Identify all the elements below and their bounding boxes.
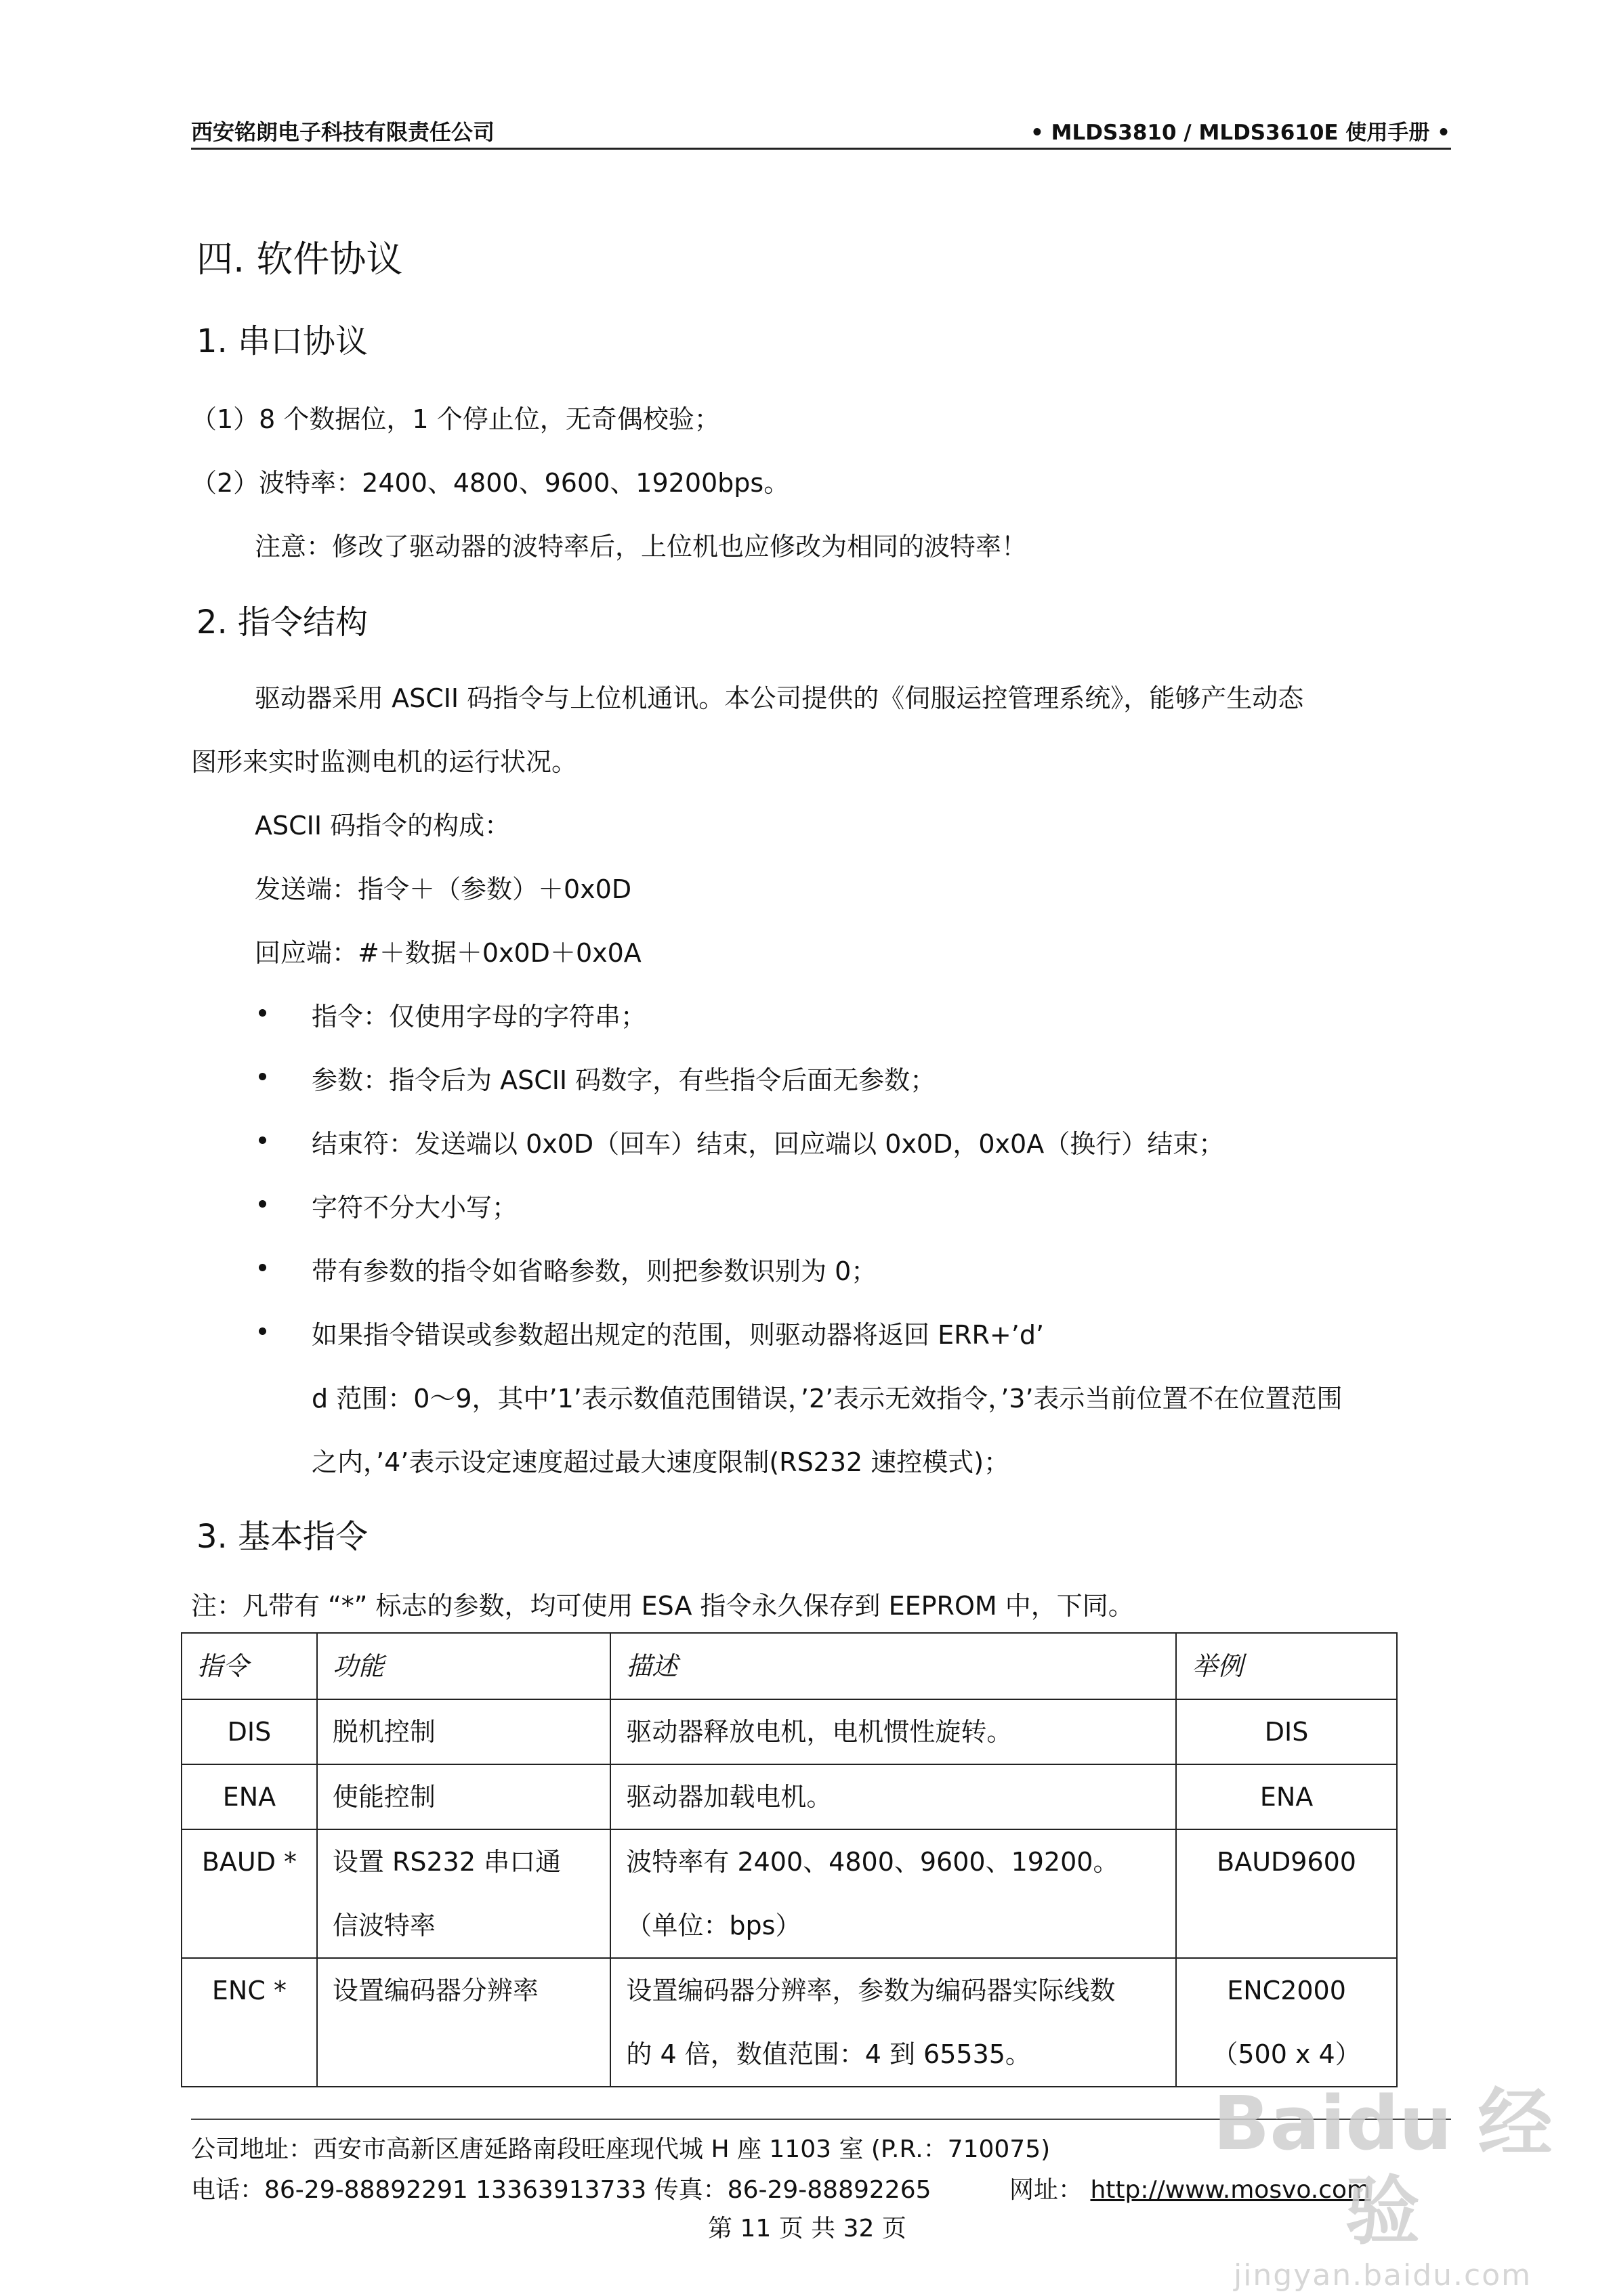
column-header-command: 指令	[182, 1633, 317, 1699]
cell-function: 脱机控制	[317, 1699, 610, 1764]
bullet-dot	[259, 1136, 266, 1144]
cell-example	[1176, 1958, 1397, 2087]
structure-paragraph-line-1: 驱动器采用 ASCII 码指令与上位机通讯。本公司提供的《伺服运控管理系统》，能够产生动态	[255, 683, 1304, 713]
bullet-dot	[259, 1073, 266, 1080]
column-header-description: 描述	[610, 1633, 1176, 1699]
bullet-dot	[259, 1200, 266, 1208]
cell-description	[610, 1829, 1176, 1958]
bullet-item: 指令：仅使用字母的字符串；	[312, 1002, 647, 1032]
cell-line: 设置 RS232 串口通	[332, 1847, 562, 1877]
structure-send: 发送端：指令＋（参数）＋0x0D	[255, 874, 632, 904]
structure-composition: ASCII 码指令的构成：	[255, 811, 511, 841]
footer-web-link[interactable]: http://www.mosvo.com	[1090, 2176, 1371, 2204]
column-header-function: 功能	[317, 1633, 610, 1699]
bullet-item: 如果指令错误或参数超出规定的范围，则驱动器将返回 ERR+’d’	[312, 1320, 1045, 1350]
bullet-dot	[259, 1327, 266, 1335]
structure-reply: 回应端：#＋数据＋0x0D＋0x0A	[255, 938, 642, 968]
footer-address: 公司地址：西安市高新区唐延路南段旺座现代城 H 座 1103 室 (P.R.：710075)	[191, 2135, 1051, 2163]
cell-command: ENA	[182, 1764, 317, 1829]
bullet-item: 参数：指令后为 ASCII 码数字，有些指令后面无参数；	[312, 1065, 936, 1095]
watermark-brand: Baidu 经验	[1213, 2080, 1553, 2255]
cell-command: BAUD *	[182, 1829, 317, 1958]
table-row	[182, 1764, 1397, 1829]
heading-command-structure: 2. 指令结构	[196, 603, 369, 641]
column-header-example: 举例	[1176, 1633, 1397, 1699]
cell-line: （单位：bps）	[626, 1911, 801, 1940]
cell-example: DIS	[1176, 1699, 1397, 1764]
page-number: 第 11 页 共 32 页	[708, 2215, 906, 2242]
bullet-dot	[259, 1009, 266, 1017]
watermark-sub: jingyan.baidu.com	[1233, 2258, 1532, 2293]
table-row	[182, 1829, 1397, 1958]
cell-function	[317, 1829, 610, 1958]
table-row	[182, 1958, 1397, 2087]
error-range-line-1: d 范围：0～9，其中’1’表示数值范围错误，’2’表示无效指令，’3’表示当前位置不在位置范围	[312, 1384, 1343, 1413]
bullet-item: 带有参数的指令如省略参数，则把参数识别为 0；	[312, 1256, 877, 1286]
table-row	[182, 1699, 1397, 1764]
structure-paragraph-line-2: 图形来实时监测电机的运行状况。	[191, 747, 578, 777]
cell-example: ENA	[1176, 1764, 1397, 1829]
basic-commands-note: 注：凡带有 “*” 标志的参数，均可使用 ESA 指令永久保存到 EEPROM 中，下同。	[191, 1591, 1134, 1621]
heading-serial-protocol: 1. 串口协议	[196, 322, 369, 360]
serial-item-2: （2）波特率：2400、4800、9600、19200bps。	[191, 468, 790, 498]
bullet-dot	[259, 1264, 266, 1271]
cell-line: 设置编码器分辨率，参数为编码器实际线数	[626, 1976, 1116, 2005]
header-company: 西安铭朗电子科技有限责任公司	[191, 119, 495, 145]
cell-command: DIS	[182, 1699, 317, 1764]
cell-line: （500 x 4）	[1212, 2039, 1361, 2069]
cell-line: 信波特率	[332, 1911, 436, 1940]
command-table	[181, 1632, 1398, 2087]
cell-description	[610, 1958, 1176, 2087]
section-title: 四. 软件协议	[196, 238, 403, 280]
bullet-item: 结束符：发送端以 0x0D（回车）结束，回应端以 0x0D，0x0A（换行）结束；	[312, 1129, 1225, 1159]
header-manual-title: • MLDS3810 / MLDS3610E 使用手册 •	[1030, 121, 1450, 145]
cell-line: 的 4 倍，数值范围：4 到 65535。	[626, 2039, 1031, 2069]
cell-description: 驱动器加载电机。	[610, 1764, 1176, 1829]
cell-line: ENC2000	[1227, 1976, 1346, 2005]
cell-command: ENC *	[182, 1958, 317, 2087]
cell-description: 驱动器释放电机，电机惯性旋转。	[610, 1699, 1176, 1764]
cell-function: 使能控制	[317, 1764, 610, 1829]
cell-example: BAUD9600	[1176, 1829, 1397, 1958]
serial-note: 注意：修改了驱动器的波特率后，上位机也应修改为相同的波特率！	[255, 532, 1028, 561]
header-rule	[191, 148, 1451, 150]
heading-basic-commands: 3. 基本指令	[196, 1518, 369, 1556]
baidu-watermark	[1207, 2079, 1559, 2293]
cell-function: 设置编码器分辨率	[317, 1958, 610, 2087]
cell-line: 波特率有 2400、4800、9600、19200。	[626, 1847, 1119, 1877]
footer-web-label: 网址：	[1009, 2176, 1083, 2204]
table-header-row	[182, 1633, 1397, 1699]
footer-phone: 电话：86-29-88892291 13363913733 传真：86-29-88892265	[191, 2176, 931, 2204]
bullet-item: 字符不分大小写；	[312, 1193, 518, 1223]
error-range-line-2: 之内，’4’表示设定速度超过最大速度限制(RS232 速控模式)；	[312, 1447, 1010, 1477]
serial-item-1: （1）8 个数据位，1 个停止位，无奇偶校验；	[191, 404, 720, 434]
